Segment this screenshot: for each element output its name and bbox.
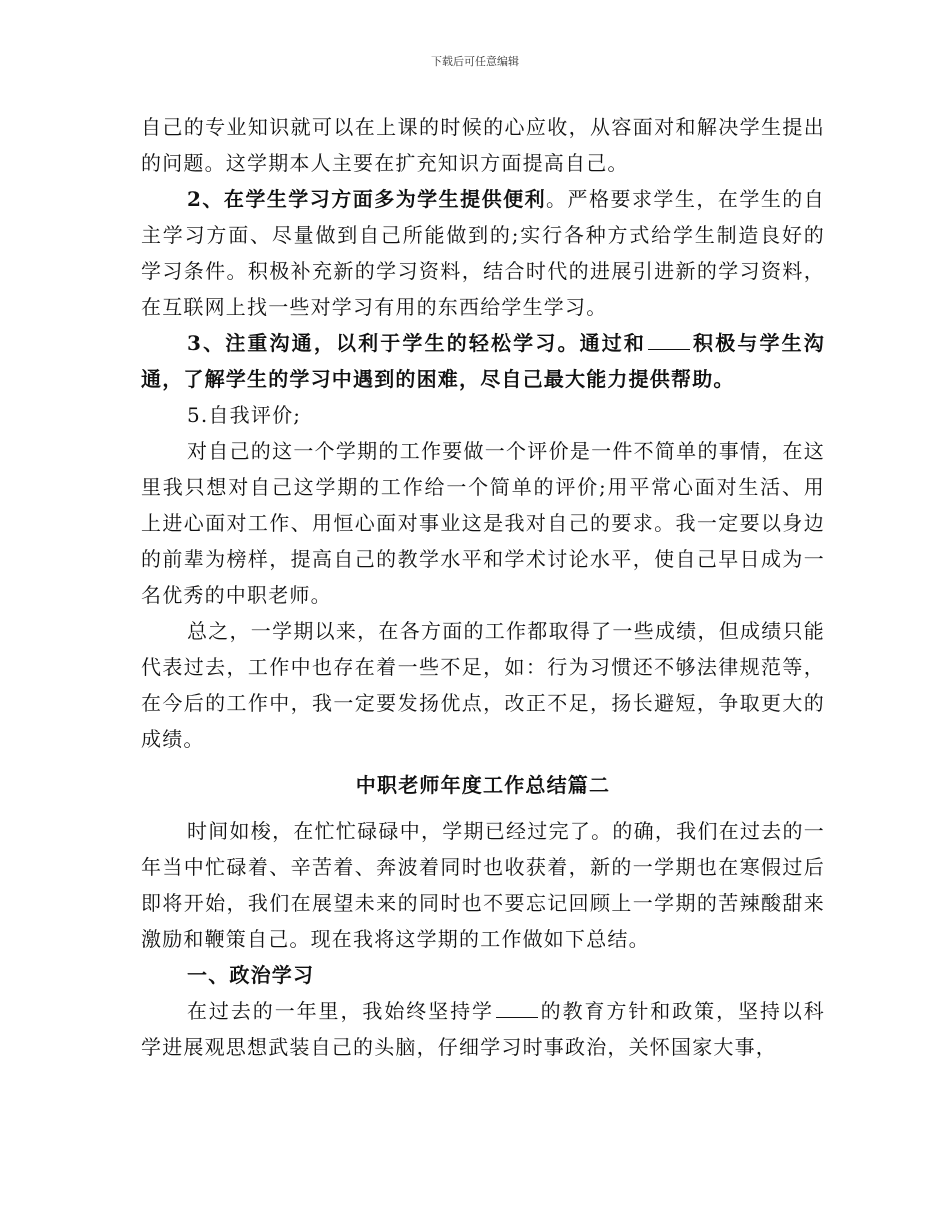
- paragraph-9: [141, 993, 825, 1065]
- paragraph-9-part-a: 在过去的一年里，我始终坚持学: [187, 999, 494, 1023]
- paragraph-2: [141, 181, 825, 325]
- paragraph-3-part-b: 积极与学生沟通，了解学生的学习中遇到的困难，尽自己最大能力提供帮助。: [141, 331, 825, 391]
- paragraph-7: 时间如梭，在忙忙碌碌中，学期已经过完了。的确，我们在过去的一年当中忙碌着、辛苦着、奔波着同时也收获着，新的一学期也在寒假过后即将开始，我们在展望未来的同时也不要忘记回顾上一学期的苦辣酸甜来激励和鞭策自己。现在我将这学期的工作做如下总结。: [141, 819, 825, 951]
- paragraph-9-part-b: 的教育方针和政策，坚持以科学进展观思想武装自己的头脑，仔细学习时事政治，关怀国家大事，: [141, 999, 825, 1059]
- subsection-heading: 一、政治学习: [187, 963, 315, 987]
- blank-underline-2: [496, 997, 538, 1018]
- paragraph-4: 5.自我评价;: [187, 403, 302, 427]
- paragraph-3-part-a: 3、注重沟通，以利于学生的轻松学习。通过和: [187, 331, 647, 355]
- blank-underline: [648, 329, 690, 350]
- paragraph-2-lead: 2、在学生学习方面多为学生提供便利: [187, 187, 547, 211]
- header-note: 下载后可任意编辑: [431, 55, 519, 68]
- paragraph-3: [141, 325, 825, 397]
- paragraph-2-body: 。严格要求学生，在学生的自主学习方面、尽量做到自己所能做到的;实行各种方式给学生制造良好的学习条件。积极补充新的学习资料，结合时代的进展引进新的学习资料，在互联网上找一些对学习有用的东西给学生学习。: [141, 187, 825, 319]
- paragraph-6: 总之，一学期以来，在各方面的工作都取得了一些成绩，但成绩只能代表过去，工作中也存在着一些不足，如：行为习惯还不够法律规范等，在今后的工作中，我一定要发扬优点，改正不足，扬长避短，争取更大的成绩。: [141, 619, 825, 751]
- paragraph-5: 对自己的这一个学期的工作要做一个评价是一件不简单的事情，在这里我只想对自己这学期的工作给一个简单的评价;用平常心面对生活、用上进心面对工作、用恒心面对事业这是我对自己的要求。我一定要以身边的前辈为榜样，提高自己的教学水平和学术讨论水平，使自己早日成为一名优秀的中职老师。: [141, 439, 825, 607]
- document-body: [141, 109, 825, 1065]
- paragraph-1: 自己的专业知识就可以在上课的时候的心应收，从容面对和解决学生提出的问题。这学期本人主要在扩充知识方面提高自己。: [141, 115, 825, 175]
- section-title: 中职老师年度工作总结篇二: [355, 773, 611, 797]
